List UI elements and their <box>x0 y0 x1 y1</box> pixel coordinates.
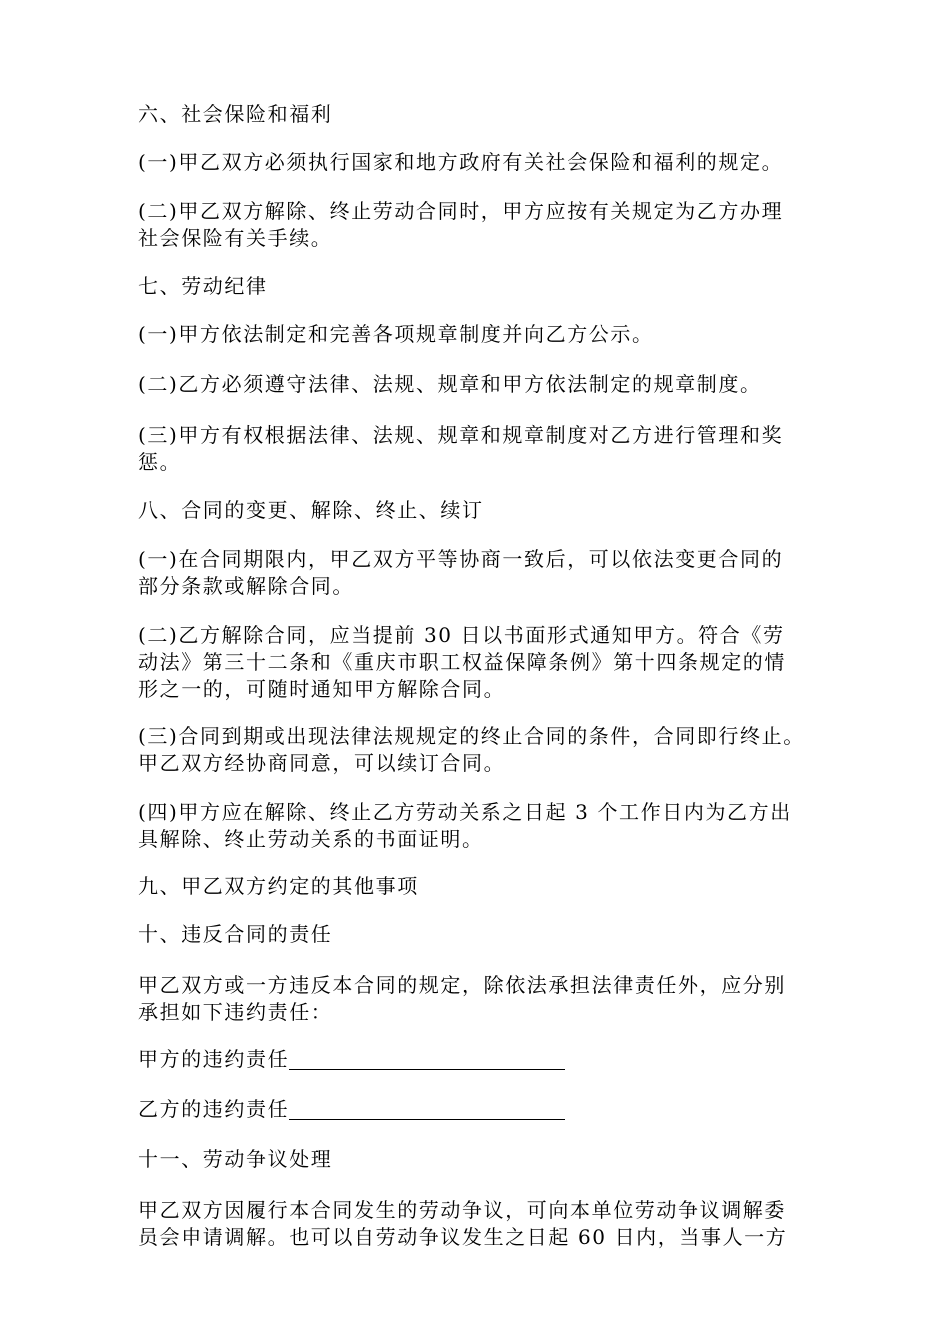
party-b-liability-row <box>138 1096 565 1123</box>
section-6-item-2-line-1: (二)甲乙双方解除、终止劳动合同时，甲方应按有关规定为乙方办理 <box>138 199 784 223</box>
section-11-paragraph-line-1: 甲乙双方因履行本合同发生的劳动争议，可向本单位劳动争议调解委 <box>138 1198 786 1222</box>
section-8-item-2-line-1: (二)乙方解除合同，应当提前 30 日以书面形式通知甲方。符合《劳 <box>138 623 785 647</box>
section-8-item-3-line-1: (三)合同到期或出现法律法规规定的终止合同的条件，合同即行终止。 <box>138 724 805 748</box>
section-7-item-1: (一)甲方依法制定和完善各项规章制度并向乙方公示。 <box>138 322 654 346</box>
section-7-item-3-line-2: 惩。 <box>138 450 182 474</box>
section-8-item-2-line-3: 形之一的，可随时通知甲方解除合同。 <box>138 677 506 701</box>
section-9-heading: 九、甲乙双方约定的其他事项 <box>138 874 419 898</box>
section-10-heading: 十、违反合同的责任 <box>138 922 333 946</box>
section-7-heading: 七、劳动纪律 <box>138 274 268 298</box>
party-a-liability-row <box>138 1046 565 1073</box>
party-a-liability-label: 甲方的违约责任 <box>138 1047 290 1071</box>
section-8-item-2-line-2: 动法》第三十二条和《重庆市职工权益保障条例》第十四条规定的情 <box>138 650 786 674</box>
section-10-intro-line-1: 甲乙双方或一方违反本合同的规定，除依法承担法律责任外，应分别 <box>138 973 786 997</box>
section-10-intro-line-2: 承担如下违约责任： <box>138 1000 333 1024</box>
section-6-heading: 六、社会保险和福利 <box>138 102 333 126</box>
section-8-item-1-line-1: (一)在合同期限内，甲乙双方平等协商一致后，可以依法变更合同的 <box>138 547 784 571</box>
section-6-item-2-line-2: 社会保险有关手续。 <box>138 226 333 250</box>
section-8-item-4-line-2: 具解除、终止劳动关系的书面证明。 <box>138 827 484 851</box>
section-11-paragraph-line-2: 员会申请调解。也可以自劳动争议发生之日起 60 日内，当事人一方 <box>138 1225 788 1249</box>
party-a-liability-blank-line <box>289 1047 565 1070</box>
party-b-liability-blank-line <box>289 1097 565 1120</box>
party-b-liability-label: 乙方的违约责任 <box>138 1097 290 1121</box>
section-8-heading: 八、合同的变更、解除、终止、续订 <box>138 498 484 522</box>
section-11-heading: 十一、劳动争议处理 <box>138 1147 333 1171</box>
section-8-item-3-line-2: 甲乙双方经协商同意，可以续订合同。 <box>138 751 506 775</box>
section-7-item-2: (二)乙方必须遵守法律、法规、规章和甲方依法制定的规章制度。 <box>138 372 762 396</box>
section-8-item-1-line-2: 部分条款或解除合同。 <box>138 574 354 598</box>
section-6-item-1: (一)甲乙双方必须执行国家和地方政府有关社会保险和福利的规定。 <box>138 150 784 174</box>
section-7-item-3-line-1: (三)甲方有权根据法律、法规、规章和规章制度对乙方进行管理和奖 <box>138 423 784 447</box>
section-8-item-4-line-1: (四)甲方应在解除、终止乙方劳动关系之日起 3 个工作日内为乙方出 <box>138 800 792 824</box>
